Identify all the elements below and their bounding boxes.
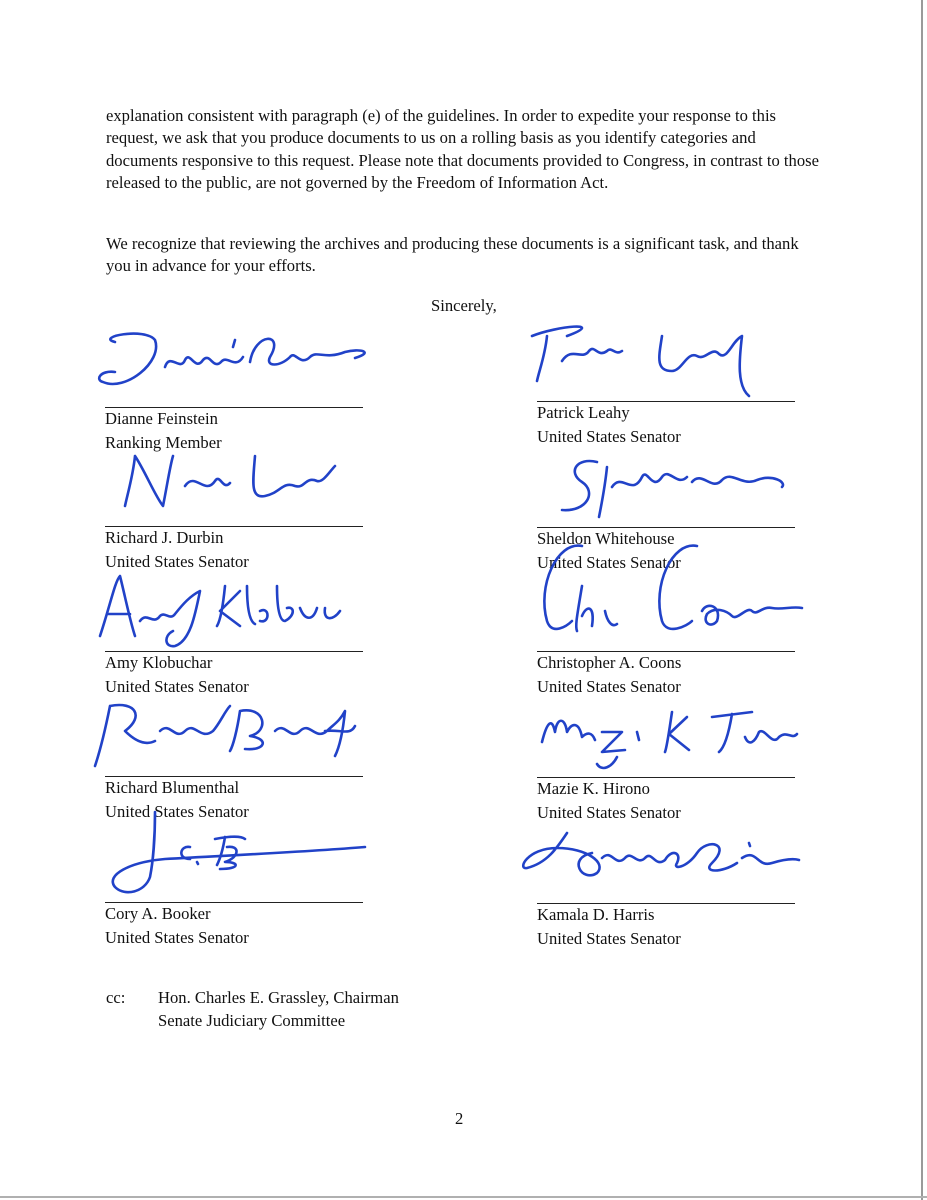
- signatory-name: Amy Klobuchar: [105, 653, 213, 672]
- signature-blumenthal: [55, 691, 375, 781]
- signatory-title: United States Senator: [105, 802, 249, 821]
- signatory-title: United States Senator: [537, 677, 681, 696]
- cc-recipient-name: Hon. Charles E. Grassley, Chairman: [158, 988, 399, 1007]
- signatory-title: Ranking Member: [105, 433, 222, 452]
- signature-harris: [487, 818, 807, 908]
- signature-block-harris: [537, 858, 797, 978]
- signatory-name: Sheldon Whitehouse: [537, 529, 675, 548]
- signatory-title: United States Senator: [105, 552, 249, 571]
- signatory-name: Patrick Leahy: [537, 403, 630, 422]
- scan-edge-right: [921, 0, 923, 1200]
- signature-durbin: [55, 441, 375, 531]
- signatory-title: United States Senator: [105, 928, 249, 947]
- signatory-title: United States Senator: [537, 929, 681, 948]
- signature-klobuchar: [55, 566, 375, 656]
- page-number: 2: [455, 1109, 464, 1128]
- signatory-name: Mazie K. Hirono: [537, 779, 650, 798]
- body-paragraph-2: We recognize that reviewing the archives and producing these documents is a significant task, and thank you in advance for your efforts.: [106, 234, 799, 276]
- signatory-name: Christopher A. Coons: [537, 653, 682, 672]
- signature-whitehouse: [487, 442, 807, 532]
- signatory-title: United States Senator: [537, 553, 681, 572]
- signature-feinstein: [55, 322, 375, 412]
- signatory-title: United States Senator: [105, 677, 249, 696]
- cc-recipient-committee: Senate Judiciary Committee: [158, 1011, 346, 1030]
- signatory-name: Cory A. Booker: [105, 904, 211, 923]
- signatory-name: Kamala D. Harris: [537, 905, 655, 924]
- closing-salutation: Sincerely,: [431, 296, 497, 315]
- signatory-name: Richard J. Durbin: [105, 528, 224, 547]
- signature-hirono: [487, 692, 807, 782]
- signatory-name: Richard Blumenthal: [105, 778, 240, 797]
- signatory-title: United States Senator: [537, 427, 681, 446]
- scan-edge-bottom: [0, 1196, 927, 1198]
- signature-booker: [55, 817, 375, 907]
- signature-coons: [487, 566, 807, 656]
- cc-label: cc:: [106, 988, 126, 1007]
- signature-leahy: [487, 316, 807, 406]
- signatory-title: United States Senator: [537, 803, 681, 822]
- signature-block-booker: [105, 857, 365, 977]
- body-paragraph-1: explanation consistent with paragraph (e) of the guidelines. In order to expedite your response to this request, we ask that you produce documents to us on a rolling basis as you identify categories and documents responsive to this request. Please note that documents provided to Congress, in contrast to those released to the public, are not governed by the Freedom of Information Act.: [106, 106, 819, 192]
- signatory-name: Dianne Feinstein: [105, 409, 218, 428]
